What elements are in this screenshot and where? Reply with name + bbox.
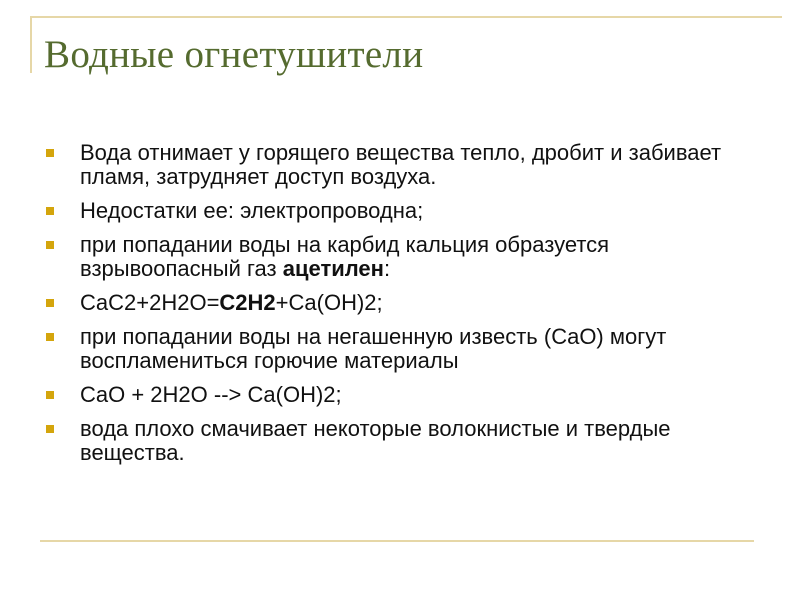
square-bullet-icon — [46, 299, 54, 307]
bullet-list — [46, 141, 766, 475]
bullet-text — [80, 291, 766, 315]
frame-bottom-line — [40, 540, 754, 542]
square-bullet-icon — [46, 207, 54, 215]
list-item — [46, 325, 766, 373]
slide-title: Водные огнетушители — [44, 33, 424, 76]
bullet-text — [80, 233, 766, 281]
bullet-text: при попадании воды на негашенную известь (CaO) могут воспламениться горючие материалы — [80, 324, 667, 373]
bullet-text-part: при попадании воды на карбид кальция образуется взрывоопасный газ — [80, 232, 610, 281]
list-item — [46, 199, 766, 223]
square-bullet-icon — [46, 149, 54, 157]
frame-top-line — [30, 16, 782, 18]
list-item — [46, 141, 766, 189]
bullet-text: Недостатки ее: электропроводна; — [80, 198, 424, 223]
bullet-text: вода плохо смачивает некоторые волокнистые и твердые вещества. — [80, 416, 671, 465]
list-item — [46, 233, 766, 281]
square-bullet-icon — [46, 333, 54, 341]
list-item — [46, 383, 766, 407]
bullet-text-part: CaC2+2H2O= — [80, 290, 220, 315]
square-bullet-icon — [46, 425, 54, 433]
bold-term: ацетилен — [282, 256, 384, 281]
bullet-text-part: +Ca(OH)2; — [275, 290, 383, 315]
bold-term: C2H2 — [219, 290, 276, 315]
frame-left-line — [30, 16, 32, 73]
list-item — [46, 417, 766, 465]
square-bullet-icon — [46, 391, 54, 399]
bullet-text: CaO + 2H2O --> Ca(OH)2; — [80, 382, 342, 407]
bullet-text-part: : — [383, 256, 391, 281]
list-item — [46, 291, 766, 315]
square-bullet-icon — [46, 241, 54, 249]
bullet-text: Вода отнимает у горящего вещества тепло, дробит и забивает пламя, затрудняет доступ воздуха. — [80, 140, 722, 189]
